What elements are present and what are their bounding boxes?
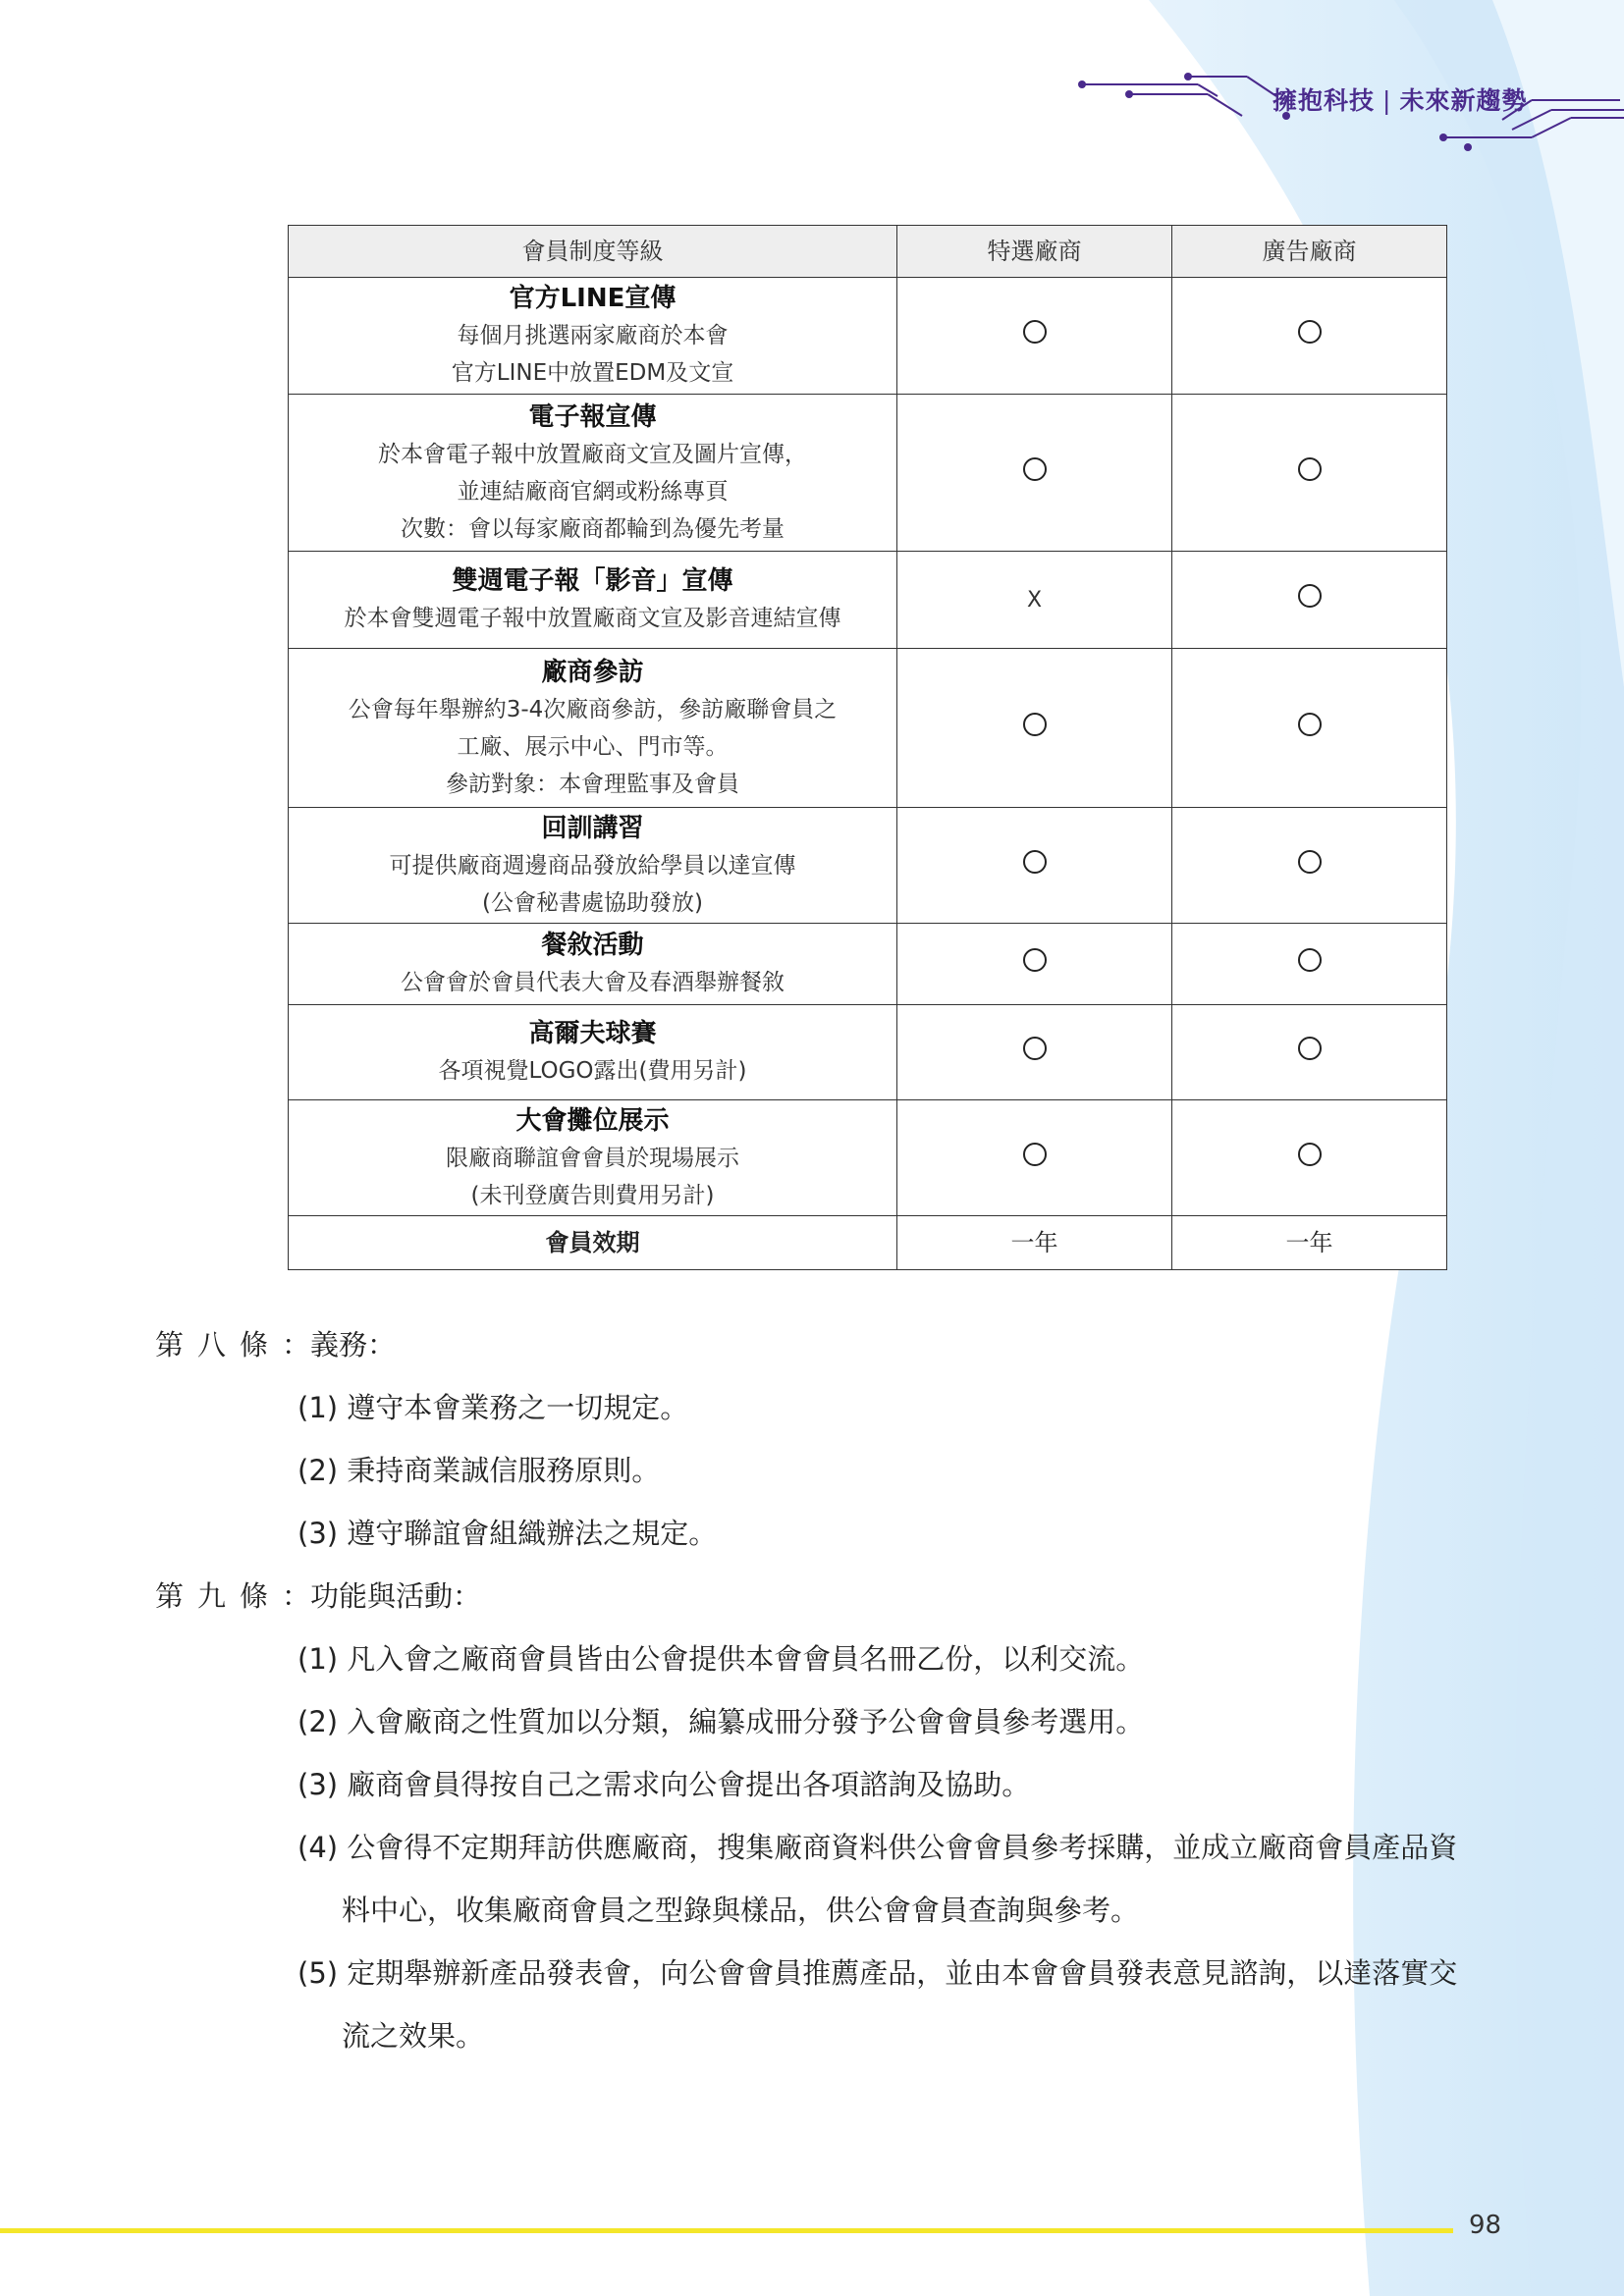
circle-mark-icon: [1023, 850, 1047, 874]
featured-mark-cell: [897, 649, 1172, 808]
feature-cell: [289, 649, 897, 808]
advert-mark-cell: [1172, 552, 1447, 649]
validity-featured: 一年: [897, 1216, 1172, 1270]
article-heading: ：義務：: [282, 1328, 397, 1362]
article-8-heading: [155, 1323, 396, 1363]
circle-mark-icon: [1298, 457, 1322, 481]
table-row: [289, 1005, 1447, 1100]
header-title-right: 未來新趨勢: [1399, 86, 1528, 115]
table-row: [289, 552, 1447, 649]
advert-mark-cell: [1172, 1100, 1447, 1216]
feature-desc: 參訪對象：本會理監事及會員: [446, 771, 739, 797]
circle-mark-icon: [1023, 1143, 1047, 1166]
feature-desc: 可提供廠商週邊商品發放給學員以達宣傳: [389, 852, 796, 879]
circle-mark-icon: [1023, 1037, 1047, 1060]
feature-title: 電子報宣傳: [528, 401, 657, 432]
circle-mark-icon: [1298, 1037, 1322, 1060]
article-number: 第八條: [155, 1328, 283, 1362]
advert-mark-cell: [1172, 649, 1447, 808]
list-item: (2) 入會廠商之性質加以分類，編纂成冊分發予公會會員參考選用。: [298, 1705, 1145, 1738]
feature-desc: 於本會雙週電子報中放置廠商文宣及影音連結宣傳: [344, 606, 841, 631]
cross-mark: X: [1026, 588, 1043, 613]
circle-mark-icon: [1298, 1143, 1322, 1166]
table-header-row: [289, 226, 1447, 278]
featured-mark-cell: [897, 808, 1172, 924]
featured-mark-cell: [897, 552, 1172, 649]
feature-title: 大會攤位展示: [515, 1105, 670, 1136]
list-item: (3) 遵守聯誼會組織辦法之規定。: [298, 1517, 718, 1550]
featured-mark-cell: [897, 1100, 1172, 1216]
column-header-level: 會員制度等級: [289, 226, 897, 278]
feature-cell: [289, 1005, 897, 1100]
list-item: (2) 秉持商業誠信服務原則。: [298, 1454, 661, 1487]
advert-mark-cell: [1172, 395, 1447, 552]
list-item-continued: 流之效果。: [342, 2019, 485, 2053]
feature-desc: 限廠商聯誼會會員於現場展示: [446, 1145, 739, 1171]
feature-desc: 公會會於會員代表大會及春酒舉辦餐敘: [401, 970, 785, 995]
article-9-heading: [155, 1575, 481, 1615]
table-row: [289, 649, 1447, 808]
circle-mark-icon: [1023, 948, 1047, 972]
circle-mark-icon: [1023, 713, 1047, 736]
feature-cell: [289, 808, 897, 924]
feature-cell: [289, 1100, 897, 1216]
circle-mark-icon: [1298, 850, 1322, 874]
feature-title: 雙週電子報「影音」宣傳: [452, 566, 733, 596]
feature-cell: [289, 924, 897, 1005]
feature-desc: 於本會電子報中放置廠商文宣及圖片宣傳，: [378, 441, 807, 467]
circle-mark-icon: [1023, 457, 1047, 481]
featured-mark-cell: [897, 395, 1172, 552]
list-item: (1) 遵守本會業務之一切規定。: [298, 1391, 689, 1424]
advert-mark-cell: [1172, 1005, 1447, 1100]
page-number: 98: [1469, 2211, 1502, 2240]
feature-desc: 公會每年舉辦約3-4次廠商參訪，參訪廠聯會員之: [348, 696, 838, 722]
feature-desc: 次數：會以每家廠商都輪到為優先考量: [401, 515, 785, 542]
feature-cell: [289, 278, 897, 395]
validity-advert: 一年: [1172, 1216, 1447, 1270]
feature-title: 官方LINE宣傳: [509, 284, 677, 313]
feature-desc: (公會秘書處協助發放): [482, 889, 703, 916]
circle-mark-icon: [1298, 948, 1322, 972]
feature-title: 高爾夫球賽: [528, 1019, 657, 1048]
feature-desc: 官方LINE中放置EDM及文宣: [451, 360, 734, 386]
header-separator: |: [1382, 86, 1392, 115]
table-row: [289, 395, 1447, 552]
validity-row: [289, 1216, 1447, 1270]
feature-desc: 工廠、展示中心、門市等。: [457, 733, 729, 760]
table-row: [289, 1100, 1447, 1216]
feature-title: 回訓講習: [541, 813, 644, 843]
table-row: [289, 808, 1447, 924]
feature-title: 廠商參訪: [541, 657, 644, 687]
header-title: [1272, 81, 1527, 117]
table-row: [289, 924, 1447, 1005]
feature-desc: (未刊登廣告則費用另計): [470, 1182, 715, 1208]
membership-benefits-table: [288, 225, 1447, 1270]
advert-mark-cell: [1172, 808, 1447, 924]
list-item: (3) 廠商會員得按自己之需求向公會提出各項諮詢及協助。: [298, 1768, 1031, 1801]
footer-line: [0, 2228, 1453, 2233]
featured-mark-cell: [897, 278, 1172, 395]
list-item: (4) 公會得不定期拜訪供應廠商，搜集廠商資料供公會會員參考採購，並成立廠商會員產品資: [298, 1831, 1458, 1864]
circle-mark-icon: [1023, 320, 1047, 344]
list-item: (5) 定期舉辦新產品發表會，向公會會員推薦產品，並由本會會員發表意見諮詢，以達落實交: [298, 1956, 1458, 1990]
advert-mark-cell: [1172, 924, 1447, 1005]
feature-cell: [289, 552, 897, 649]
feature-desc: 每個月挑選兩家廠商於本會: [457, 323, 729, 348]
header-title-left: 擁抱科技: [1272, 86, 1376, 115]
feature-title: 餐敘活動: [541, 931, 644, 960]
column-header-featured: 特選廠商: [897, 226, 1172, 278]
advert-mark-cell: [1172, 278, 1447, 395]
featured-mark-cell: [897, 924, 1172, 1005]
featured-mark-cell: [897, 1005, 1172, 1100]
table-row: [289, 278, 1447, 395]
validity-label: 會員效期: [289, 1216, 897, 1270]
list-item: (1) 凡入會之廠商會員皆由公會提供本會會員名冊乙份，以利交流。: [298, 1642, 1145, 1676]
column-header-advert: 廣告廠商: [1172, 226, 1447, 278]
feature-cell: [289, 395, 897, 552]
article-heading: ：功能與活動：: [282, 1579, 482, 1613]
circle-mark-icon: [1298, 584, 1322, 608]
circle-mark-icon: [1298, 713, 1322, 736]
article-number: 第九條: [155, 1579, 283, 1613]
list-item-continued: 料中心，收集廠商會員之型錄與樣品，供公會會員查詢與參考。: [342, 1894, 1140, 1927]
feature-desc: 並連結廠商官網或粉絲專頁: [457, 478, 729, 505]
feature-desc: 各項視覺LOGO露出(費用另計): [438, 1058, 747, 1084]
circle-mark-icon: [1298, 320, 1322, 344]
